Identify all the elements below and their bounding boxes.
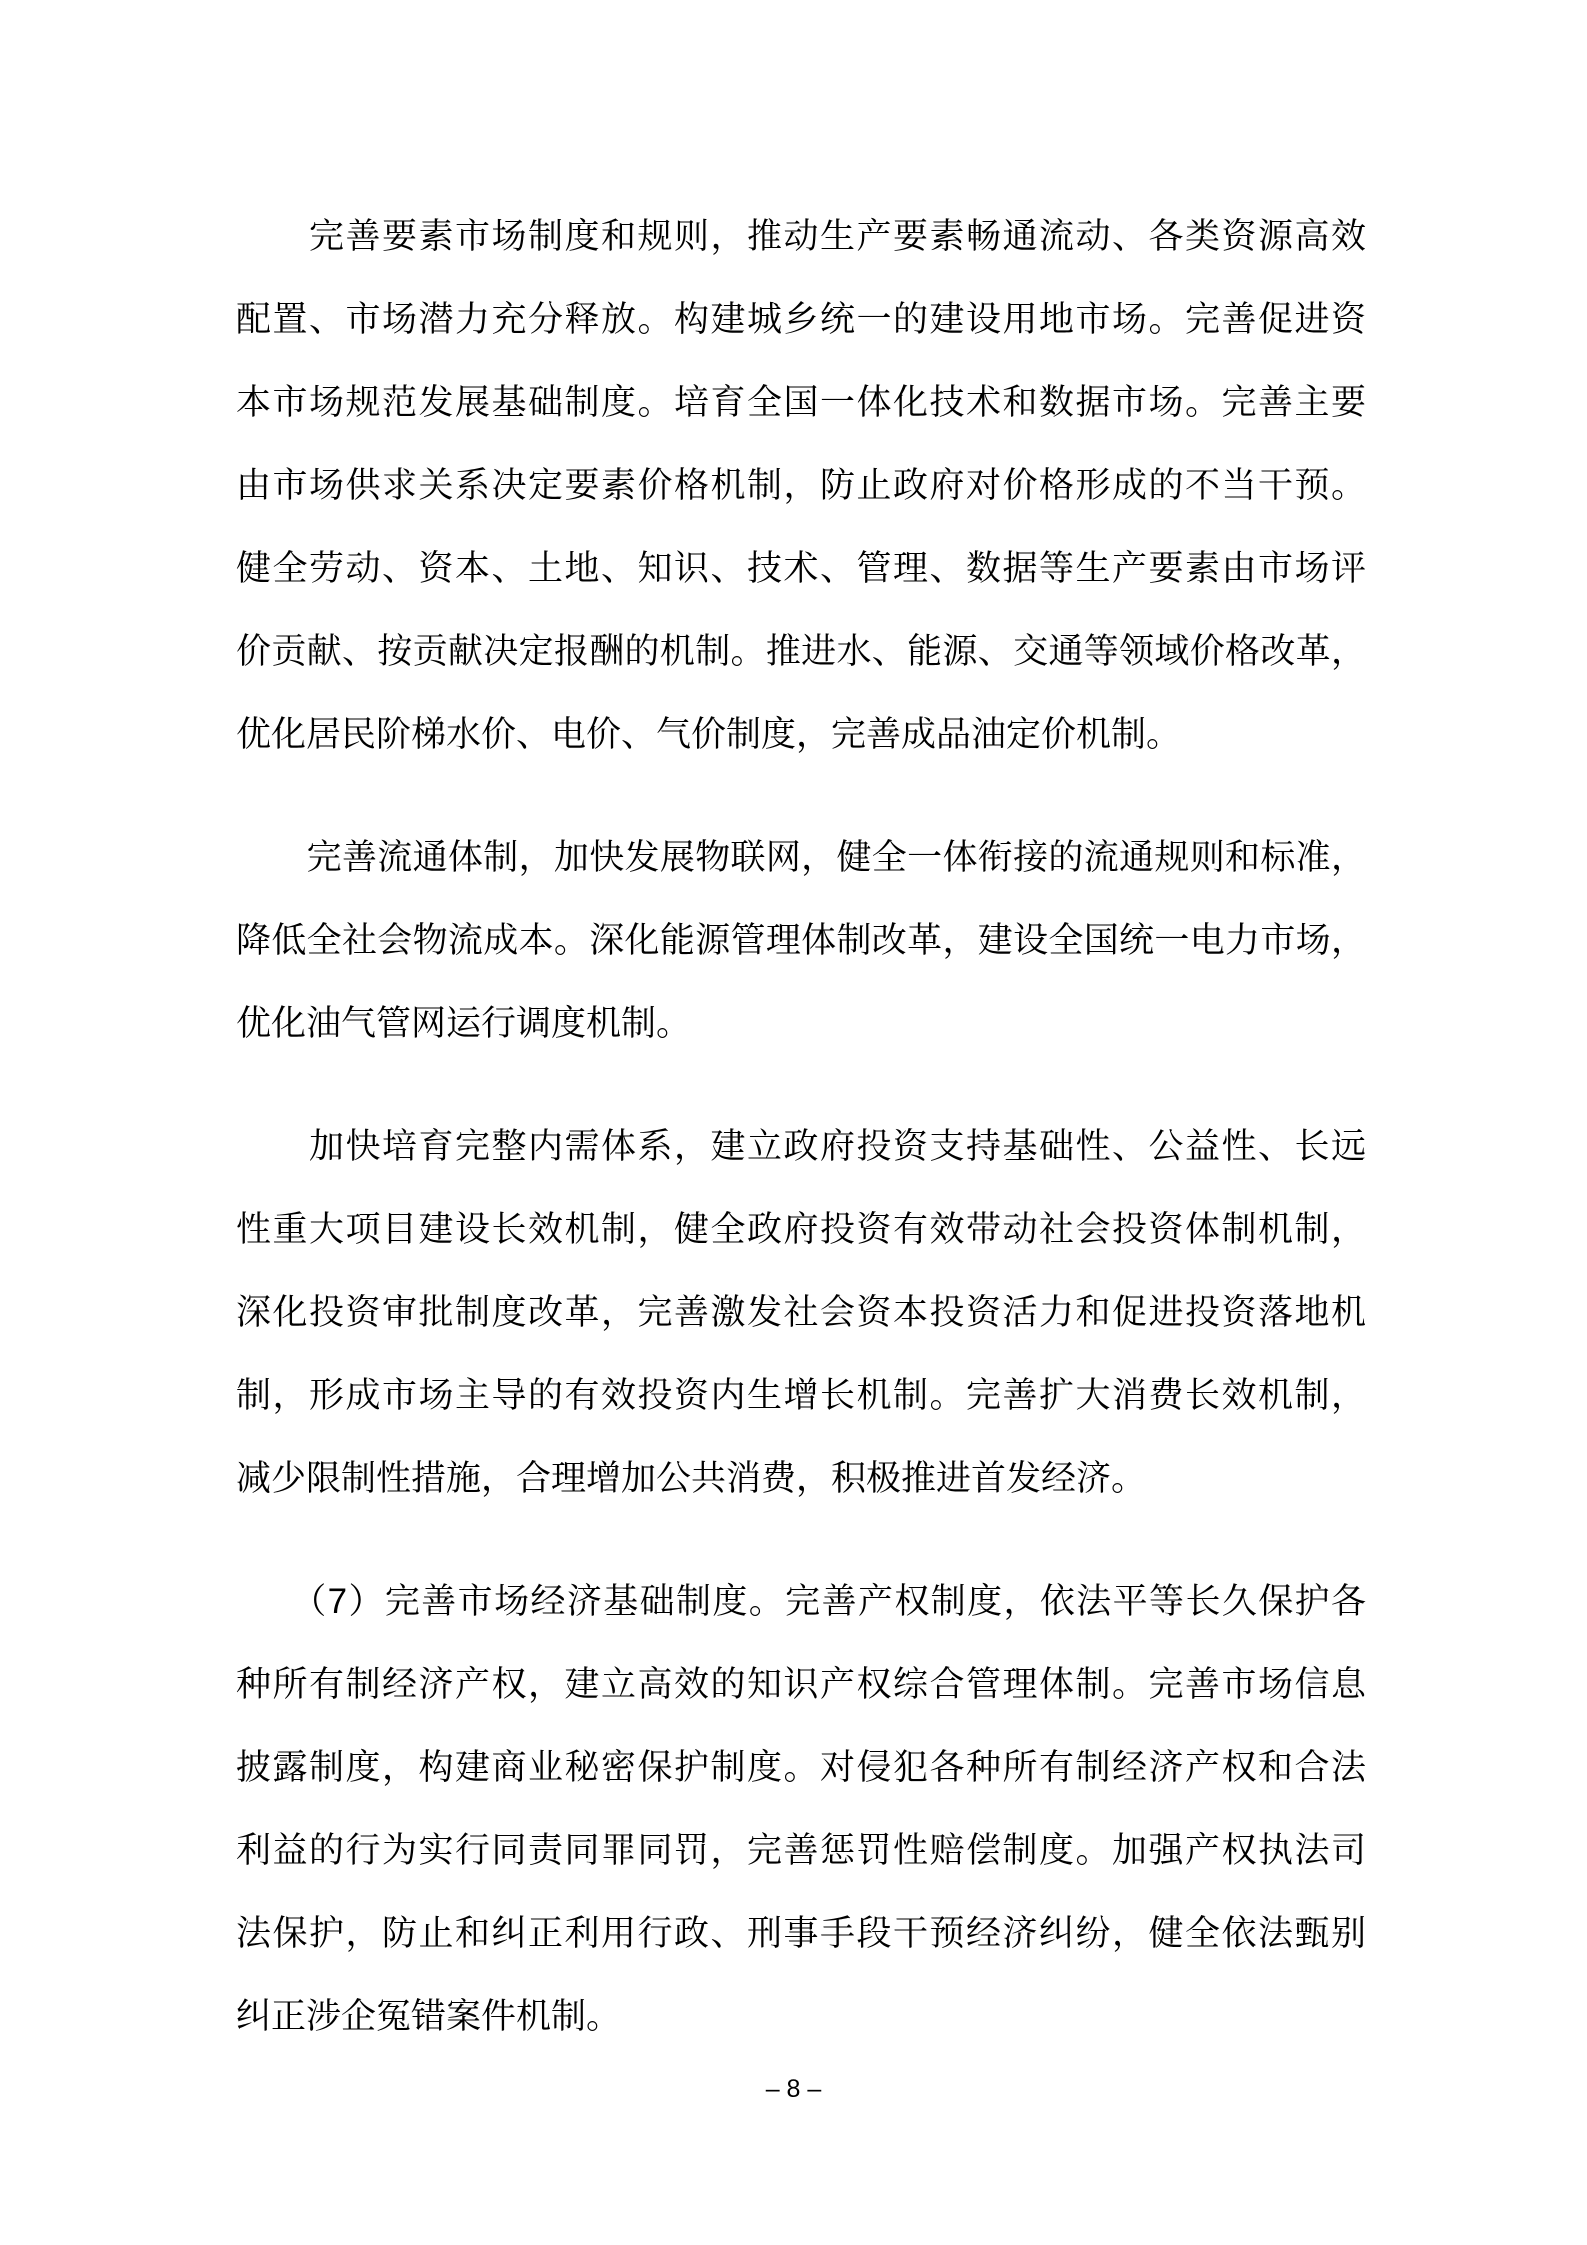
text-line: 配置、市场潜力充分释放。构建城乡统一的建设用地市场。完善促进资: [236, 300, 1366, 339]
text-line: 本市场规范发展基础制度。培育全国一体化技术和数据市场。完善主要: [236, 383, 1366, 422]
text-line: 披露制度，构建商业秘密保护制度。对侵犯各种所有制经济产权和合法: [236, 1748, 1366, 1787]
text-line: 法保护，防止和纠正利用行政、刑事手段干预经济纠纷，健全依法甄别: [236, 1914, 1366, 1953]
text-line: 制，形成市场主导的有效投资内生增长机制。完善扩大消费长效机制，: [236, 1376, 1366, 1415]
text-line: 优化油气管网运行调度机制。: [236, 1004, 692, 1043]
text-line: 纠正涉企冤错案件机制。: [236, 1997, 622, 2036]
text-line: 加快培育完整内需体系，建立政府投资支持基础性、公益性、长远: [236, 1127, 1366, 1166]
paragraph: [236, 195, 1366, 776]
document-body: [236, 195, 1366, 2098]
text-line: 健全劳动、资本、土地、知识、技术、管理、数据等生产要素由市场评: [236, 549, 1366, 588]
text-line: 优化居民阶梯水价、电价、气价制度，完善成品油定价机制。: [236, 715, 1182, 754]
text-line: （7）完善市场经济基础制度。完善产权制度，依法平等长久保护各: [236, 1582, 1366, 1621]
text-line: 降低全社会物流成本。深化能源管理体制改革，建设全国统一电力市场，: [236, 921, 1366, 960]
text-line: 种所有制经济产权，建立高效的知识产权综合管理体制。完善市场信息: [236, 1665, 1366, 1704]
text-line: 完善流通体制，加快发展物联网，健全一体衔接的流通规则和标准，: [236, 838, 1366, 877]
text-line: 完善要素市场制度和规则，推动生产要素畅通流动、各类资源高效: [236, 217, 1366, 256]
paragraph: [236, 1560, 1366, 2058]
text-line: 性重大项目建设长效机制，健全政府投资有效带动社会投资体制机制，: [236, 1210, 1366, 1249]
text-line: 价贡献、按贡献决定报酬的机制。推进水、能源、交通等领域价格改革，: [236, 632, 1366, 671]
text-line: 由市场供求关系决定要素价格机制，防止政府对价格形成的不当干预。: [236, 466, 1366, 505]
page-number: – 8 –: [765, 2075, 822, 2103]
text-line: 深化投资审批制度改革，完善激发社会资本投资活力和促进投资落地机: [236, 1293, 1366, 1332]
paragraph: [236, 1105, 1366, 1520]
text-line: 减少限制性措施，合理增加公共消费，积极推进首发经济。: [236, 1459, 1147, 1498]
text-line: 利益的行为实行同责同罪同罚，完善惩罚性赔偿制度。加强产权执法司: [236, 1831, 1366, 1870]
paragraph: [236, 816, 1366, 1065]
